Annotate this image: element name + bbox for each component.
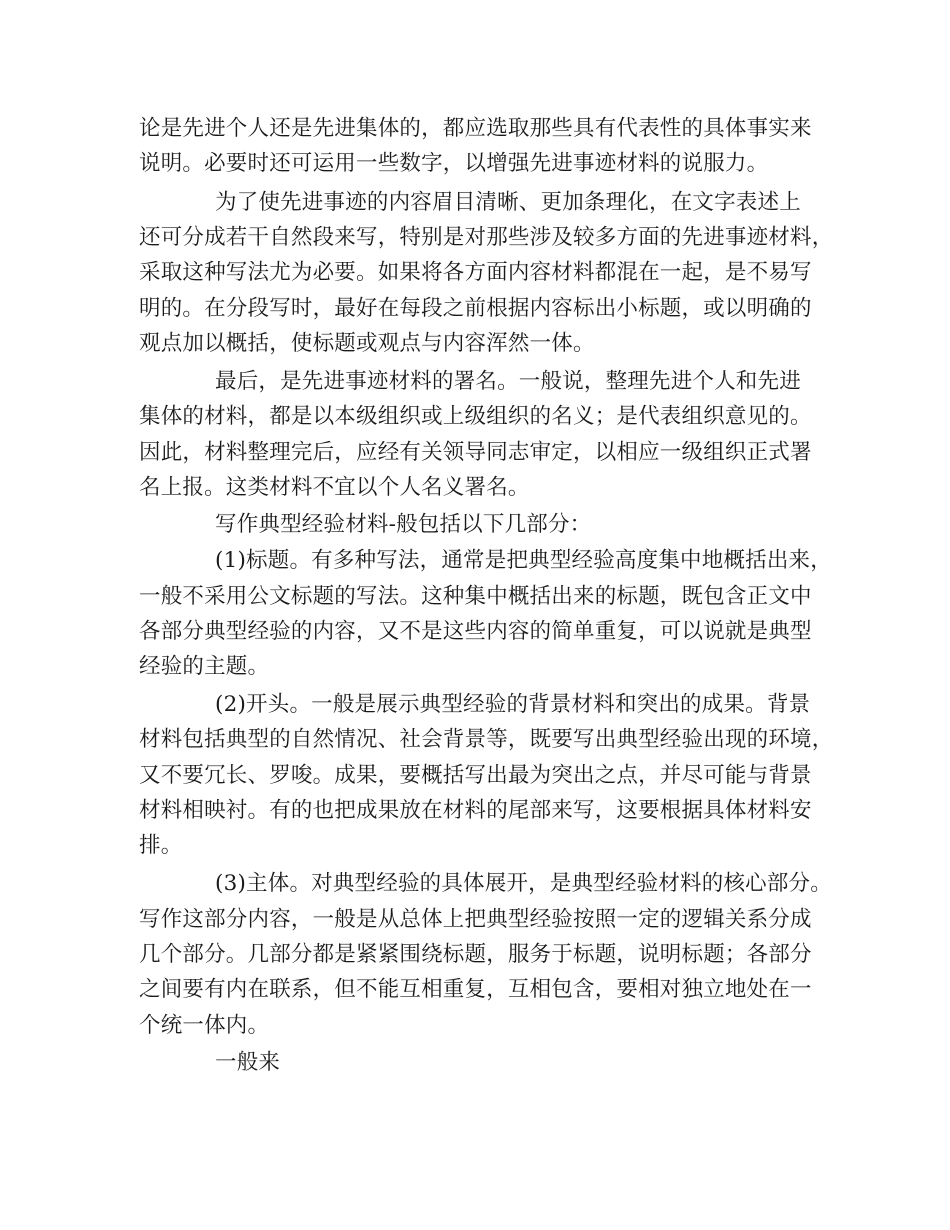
text-line: 集体的材料，都是以本级组织或上级组织的名义；是代表组织意见的。 [139,404,812,429]
text-line: 观点加以概括，使标题或观点与内容浑然一体。 [139,331,595,356]
text-line: 写作这部分内容，一般是从总体上把典型经验按照一定的逻辑关系分成 [139,907,812,932]
paragraph-first-line: (2)开头。一般是展示典型经验的背景材料和突出的成果。背景 [215,692,811,717]
text-line: 还可分成若干自然段来写，特别是对那些涉及较多方面的先进事迹材料， [139,225,834,250]
text-line: 经验的主题。 [139,654,270,679]
text-line: 因此，材料整理完后，应经有关领导同志审定，以相应一级组织正式署 [139,440,812,465]
text-line: 之间要有内在联系，但不能互相重复，互相包含，要相对独立地处在一 [139,977,812,1002]
paragraph-first-line: 一般来 [215,1050,281,1075]
text-line: 个统一体内。 [139,1013,270,1038]
text-line: 说明。必要时还可运用一些数字，以增强先进事迹材料的说服力。 [139,151,769,176]
text-line: 材料相映衬。有的也把成果放在材料的尾部来写，这要根据具体材料安 [139,798,812,823]
text-line: 明的。在分段写时，最好在每段之前根据内容标出小标题，或以明确的 [139,296,812,321]
text-line: 论是先进个人还是先进集体的，都应选取那些具有代表性的具体事实来 [139,116,812,141]
text-line: 名上报。这类材料不宜以个人名义署名。 [139,475,530,500]
paragraph-first-line: 写作典型经验材料-般包括以下几部分： [215,512,592,537]
text-line: 排。 [139,833,183,858]
text-line: 几个部分。几部分都是紧紧围绕标题，服务于标题，说明标题；各部分 [139,942,812,967]
text-line: 各部分典型经验的内容，又不是这些内容的简单重复，可以说就是典型 [139,619,812,644]
text-line: 一般不采用公文标题的写法。这种集中概括出来的标题，既包含正文中 [139,584,812,609]
text-line: 又不要冗长、罗唆。成果，要概括写出最为突出之点，并尽可能与背景 [139,763,812,788]
paragraph-first-line: (1)标题。有多种写法，通常是把典型经验高度集中地概括出来， [215,548,832,573]
paragraph-first-line: 为了使先进事迹的内容眉目清晰、更加条理化，在文字表述上 [215,190,801,215]
paragraph-first-line: 最后，是先进事迹材料的署名。一般说，整理先进个人和先进 [215,369,801,394]
text-line: 采取这种写法尤为必要。如果将各方面内容材料都混在一起，是不易写 [139,260,812,285]
paragraph-first-line: (3)主体。对典型经验的具体展开，是典型经验材料的核心部分。 [215,871,832,896]
text-line: 材料包括典型的自然情况、社会背景等，既要写出典型经验出现的环境， [139,727,834,752]
